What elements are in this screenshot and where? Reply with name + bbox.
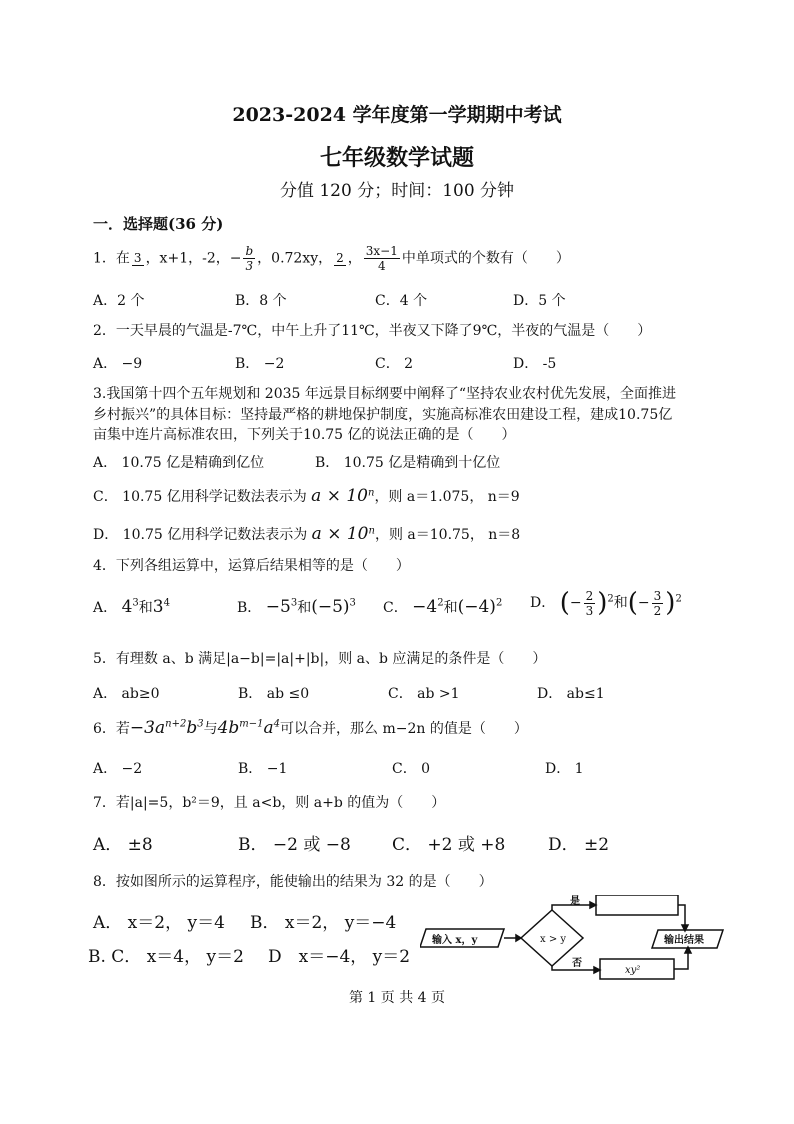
- question-8: 8．按如图所示的运算程序，能使输出的结果为 32 的是（ ）: [93, 874, 493, 890]
- flowchart-condition-label: x > y: [540, 934, 567, 945]
- q1-prefix: 1．在: [93, 250, 130, 267]
- q3-option-b: B． 10.75 亿是精确到十亿位: [315, 455, 501, 471]
- flowchart-yes-label: 是: [570, 896, 580, 907]
- q3-option-d: D． 10.75 亿用科学记数法表示为 $a \times 10^n$，则 a＝10.75， n＝8: [93, 524, 521, 544]
- flowchart-no-box-label: xy²: [625, 965, 641, 976]
- q7-option-d: D． ±2: [548, 835, 610, 855]
- question-3-line-1: 3.我国第十四个五年规划和 2035 年远景目标纲要中阐释了“坚持农业农村优先发展，全面推进: [93, 386, 677, 402]
- q6-option-c: C． 0: [392, 761, 431, 777]
- q2-option-b: B． −2: [235, 356, 285, 372]
- q3-option-a: A． 10.75 亿是精确到亿位: [93, 455, 265, 471]
- q4-option-d: D． (− $\frac{2}{3}$ )$^2$和(− $\frac{3}{2}$ )$^2$: [530, 588, 682, 618]
- q1-frac-2: $\frac{b}{3}$: [245, 244, 254, 273]
- q8-option-b: B． x＝2， y＝−4: [250, 913, 397, 933]
- question-4: 4．下列各组运算中，运算后结果相等的是（ ）: [93, 558, 410, 574]
- q1-option-d: D．5 个: [513, 293, 566, 309]
- q2-option-d: D． -5: [513, 356, 557, 372]
- q7-option-a: A． ±8: [93, 835, 153, 855]
- q1-option-a: A．2 个: [93, 293, 145, 309]
- q4-option-b: B． $-5^3$和$(-5)^3$: [237, 597, 356, 617]
- q1-text-3: ，: [347, 250, 362, 267]
- q2-option-a: A． −9: [93, 356, 143, 372]
- page-footer: 第 1 页 共 4 页: [348, 990, 446, 1006]
- q3-option-c: C． 10.75 亿用科学记数法表示为 $a \times 10^n$，则 a＝1.075， n＝9: [93, 486, 520, 506]
- q8-option-a: A． x＝2， y＝4: [93, 913, 225, 933]
- q1-frac-1: 3: [133, 251, 142, 265]
- section-heading: 一．选择题(36 分): [93, 215, 224, 233]
- question-5: 5．有理数 a、b 满足|a−b|=|a|+|b|，则 a、b 应满足的条件是（ ）: [93, 651, 547, 667]
- q1-text-2: ，0.72xy，: [257, 250, 333, 267]
- q1-text-1: ，x+1，-2，−: [145, 250, 242, 267]
- q5-option-b: B． ab ≤0: [238, 686, 310, 702]
- flowchart-output-label: 输出结果: [664, 935, 704, 946]
- flowchart-no-label: 否: [572, 958, 582, 969]
- question-3-line-2: 乡村振兴”的具体目标：坚持最严格的耕地保护制度，实施高标准农田建设工程，建成10.75亿: [93, 407, 673, 423]
- q1-frac-3: 2: [336, 251, 344, 265]
- q2-option-c: C． 2: [375, 356, 414, 372]
- q1-suffix: 中单项式的个数有（ ）: [401, 250, 570, 267]
- q5-option-c: C． ab >1: [388, 686, 460, 702]
- q8-option-c: B. C． x＝4， y＝2: [88, 947, 244, 967]
- q6-option-a: A． −2: [93, 761, 143, 777]
- question-3-line-3: 亩集中连片高标准农田，下列关于10.75 亿的说法正确的是（ ）: [93, 427, 516, 443]
- q7-option-c: C． +2 或 +8: [392, 835, 506, 855]
- q1-option-c: C．4 个: [375, 293, 428, 309]
- exam-info: 分值 120 分；时间：100 分钟: [279, 181, 515, 201]
- q5-option-a: A． ab≥0: [93, 686, 160, 702]
- flowchart-yes-box: [596, 895, 678, 915]
- q5-option-d: D． ab≤1: [537, 686, 605, 702]
- exam-subtitle: 七年级数学试题: [319, 145, 474, 171]
- q7-option-b: B． −2 或 −8: [238, 835, 351, 855]
- question-2: 2．一天早晨的气温是-7℃，中午上升了11℃，半夜又下降了9℃，半夜的气温是（ ）: [93, 323, 652, 339]
- question-6: 6．若$-3a^{n+2}b^3$与$4b^{m-1}a^4$可以合并，那么 m−2n 的值是（ ）: [93, 718, 528, 738]
- q6-option-b: B． −1: [238, 761, 288, 777]
- exam-title: 2023-2024 学年度第一学期期中考试: [232, 104, 562, 126]
- question-7: 7．若|a|=5，b²＝9，且 a<b，则 a+b 的值为（ ）: [93, 795, 446, 811]
- flowchart-diagram: [420, 895, 725, 980]
- question-1: [93, 244, 570, 273]
- flowchart-input-label: 输入 x，y: [432, 935, 478, 946]
- q4-option-c: C． $-4^2$和$(-4)^2$: [383, 597, 503, 617]
- q4-option-a: A． $4^3$和$3^4$: [93, 597, 170, 617]
- q6-option-d: D． 1: [545, 761, 584, 777]
- q1-frac-4: $\frac{3x-1}{4}$: [365, 244, 398, 273]
- q1-option-b: B．8 个: [235, 293, 287, 309]
- q8-option-d: D x＝−4， y＝2: [268, 947, 411, 967]
